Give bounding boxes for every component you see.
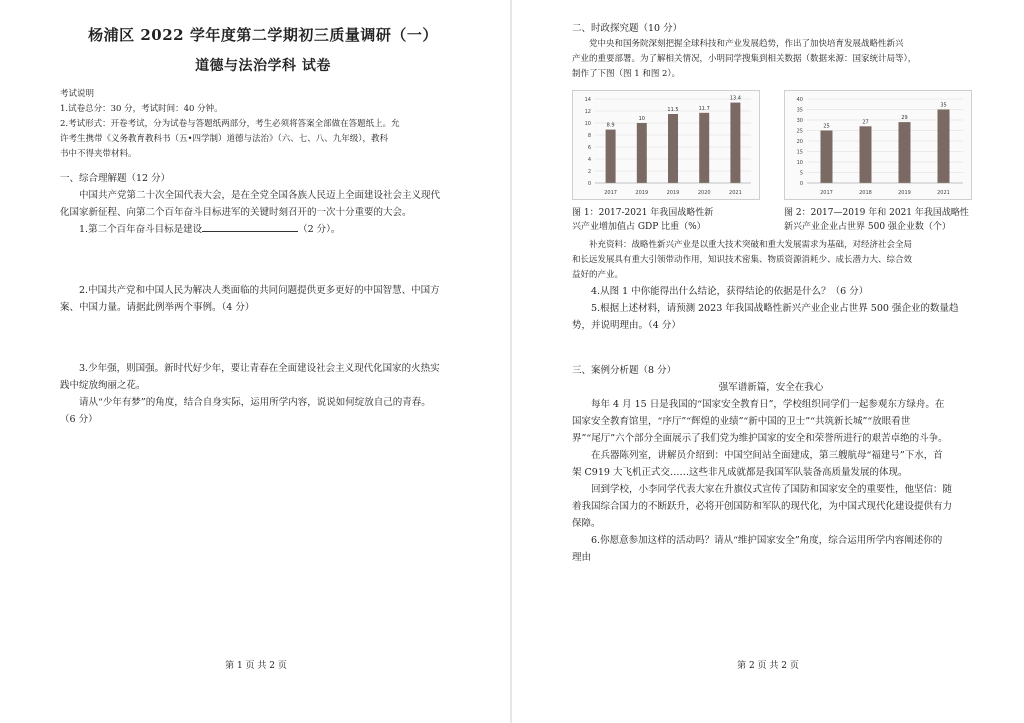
y-tick-label: 35 xyxy=(796,107,803,114)
question-3-line-4: （6 分） xyxy=(60,414,98,425)
x-tick-label: 2021 xyxy=(937,190,950,196)
question-1 xyxy=(60,221,466,238)
y-tick-label: 5 xyxy=(799,170,803,177)
question-1-score: （2 分）。 xyxy=(298,224,341,235)
section-1-intro-line-1: 中国共产党第二十次全国代表大会，是在全党全国各族人民迈上全面建设社会主义现代 xyxy=(79,190,441,201)
case-title: 强军谱新篇，安全在我心 xyxy=(718,382,824,393)
figure-1-caption-line-1: 图 1：2017-2021 年我国战略性新 xyxy=(572,208,714,218)
x-tick-label: 2020 xyxy=(697,190,711,196)
section-2-line-3: 制作了下图（图 1 和图 2）。 xyxy=(572,69,681,79)
bar xyxy=(938,110,950,184)
question-3-line-3: 请从“少年有梦”的角度，结合自身实际，运用所学内容，说说如何绽放自己的青春。 xyxy=(79,397,431,408)
supplement-line-2: 和长远发展具有重大引领带动作用，知识技术密集、物质资源消耗少、成长潜力大、综合效 xyxy=(572,255,913,265)
section-1-intro-line-2: 化国家新征程、向第二个百年奋斗目标进军的关键时刻召开的一次十分重要的大会。 xyxy=(60,207,412,218)
question-6-line-2: 理由 xyxy=(572,552,592,563)
question-6-line-1: 6.你愿意参加这样的活动吗？请从“维护国家安全”角度，综合运用所学内容阐述你的 xyxy=(591,535,943,546)
instruction-2-line-2: 许考生携带《义务教育教科书（五•四学制）道德与法治》（六、七、八、九年级），教科 xyxy=(60,134,389,144)
section-3-heading: 三、案例分析题（8 分） xyxy=(572,365,677,376)
section-2-line-1: 党中央和国务院深刻把握全球科技和产业发展趋势，作出了加快培育发展战略性新兴 xyxy=(589,39,904,49)
case-para-3-line-3: 保障。 xyxy=(572,518,601,529)
page-1-footer: 第 1 页 共 2 页 xyxy=(225,661,287,671)
bar xyxy=(668,114,678,183)
figure-2-caption-line-2: 新兴产业企业占世界 500 强企业数（个） xyxy=(784,222,951,232)
bar xyxy=(899,122,911,183)
question-2-line-1: 2.中国共产党和中国人民为解决人类面临的共同问题提供更多更好的中国智慧、中国方 xyxy=(79,285,440,296)
question-3-line-2: 践中绽放绚丽之花。 xyxy=(60,380,146,391)
question-4: 4.从图 1 中你能得出什么结论，获得结论的依据是什么？（6 分） xyxy=(591,286,869,297)
x-tick-label: 2017 xyxy=(604,190,617,196)
y-tick-label: 2 xyxy=(587,169,591,175)
x-tick-label: 2018 xyxy=(859,190,872,196)
data-label: 11.7 xyxy=(698,105,710,112)
exam-title: 杨浦区 2022 学年度第二学期初三质量调研（一） xyxy=(88,26,438,44)
x-tick-label: 2019 xyxy=(635,190,649,196)
y-tick-label: 8 xyxy=(587,133,591,139)
bar xyxy=(606,130,616,183)
bar xyxy=(821,131,833,184)
figure-2-chart xyxy=(784,90,972,200)
figure-2 xyxy=(784,90,970,234)
bar xyxy=(730,103,740,183)
bar xyxy=(860,126,872,183)
case-para-1-line-3: 界”“尾厅”六个部分全面展示了我们党为维护国家的安全和荣誉所进行的艰苦卓绝的斗争。 xyxy=(572,433,948,444)
figures-row xyxy=(572,90,970,234)
figure-2-caption xyxy=(784,206,970,234)
data-label: 8.9 xyxy=(606,122,615,129)
y-tick-label: 10 xyxy=(584,121,591,127)
y-tick-label: 14 xyxy=(584,97,591,103)
data-label: 13.4 xyxy=(729,95,741,102)
y-tick-label: 10 xyxy=(796,160,803,166)
y-tick-label: 12 xyxy=(584,109,591,115)
answer-blank xyxy=(202,221,298,232)
instruction-2-line-1: 2.考试形式：开卷考试，分为试卷与答题纸两部分，考生必须将答案全部做在答题纸上。允 xyxy=(60,119,400,129)
case-para-1-line-2: 国家安全教育馆里，“序厅”“辉煌的业绩”“新中国的卫士”“共筑新长城”“放眼看世 xyxy=(572,416,911,427)
y-tick-label: 20 xyxy=(796,139,803,145)
x-tick-label: 2021 xyxy=(729,190,742,196)
x-tick-label: 2017 xyxy=(820,190,833,196)
page-2-footer: 第 2 页 共 2 页 xyxy=(737,661,799,671)
figure-1-chart xyxy=(572,90,760,200)
case-para-2-line-2: 架 C919 大飞机正式交……这些非凡成就都是我国军队装备高质量发展的体现。 xyxy=(572,467,908,478)
y-tick-label: 0 xyxy=(799,181,803,187)
figure-1 xyxy=(572,90,758,234)
case-para-1-line-1: 每年 4 月 15 日是我国的“国家安全教育日”，学校组织同学们一起参观东方绿舟。在 xyxy=(591,399,945,410)
instructions-heading: 考试说明 xyxy=(60,89,95,99)
case-para-2-line-1: 在兵器陈列室，讲解员介绍到：中国空间站全面建成，第三艘航母“福建号”下水，首 xyxy=(591,450,943,461)
y-tick-label: 40 xyxy=(796,97,803,103)
section-2-line-2: 产业的重要部署。为了解相关情况，小明同学搜集到相关数据（数据来源：国家统计局等）， xyxy=(572,54,917,64)
bar xyxy=(699,113,709,183)
y-tick-label: 6 xyxy=(587,145,591,151)
exam-subtitle: 道德与法治学科 试卷 xyxy=(195,58,331,74)
data-label: 10 xyxy=(638,116,645,122)
data-label: 11.5 xyxy=(667,107,679,113)
case-para-3-line-2: 着我国综合国力的不断跃升，必将开创国防和军队的现代化，为中国式现代化建设提供有力 xyxy=(572,501,953,512)
question-3-line-1: 3.少年强，则国强。新时代好少年，要让青春在全面建设社会主义现代化国家的火热实 xyxy=(79,363,440,374)
x-tick-label: 2019 xyxy=(898,190,911,196)
data-label: 29 xyxy=(901,115,908,122)
data-label: 25 xyxy=(823,123,830,130)
section-1-heading: 一、综合理解题（12 分） xyxy=(60,173,171,184)
supplement-line-1: 补充资料：战略性新兴产业是以重大技术突破和重大发展需求为基础，对经济社会全局 xyxy=(589,240,913,250)
supplement-line-3: 益好的产业。 xyxy=(572,270,624,280)
question-5-line-2: 势，并说明理由。（4 分） xyxy=(572,320,681,331)
bar xyxy=(637,123,647,183)
data-label: 27 xyxy=(862,119,869,126)
x-tick-label: 2019 xyxy=(666,190,680,196)
figure-1-caption xyxy=(572,206,758,234)
y-tick-label: 25 xyxy=(796,128,803,135)
question-5-line-1: 5.根据上述材料，请预测 2023 年我国战略性新兴产业企业占世界 500 强企业的数量趋 xyxy=(591,303,959,314)
y-tick-label: 30 xyxy=(796,118,803,124)
data-label: 35 xyxy=(940,102,947,109)
case-para-3-line-1: 回到学校，小李同学代表大家在升旗仪式宣传了国防和国家安全的重要性，他坚信：随 xyxy=(591,484,953,495)
y-tick-label: 4 xyxy=(587,157,591,163)
instruction-1: 1.试卷总分：30 分，考试时间：40 分钟。 xyxy=(60,104,223,114)
section-2-heading: 二、时政探究题（10 分） xyxy=(572,23,683,34)
page-2 xyxy=(512,0,1024,723)
y-tick-label: 0 xyxy=(587,181,591,187)
y-tick-label: 15 xyxy=(796,149,803,156)
question-1-text: 1.第二个百年奋斗目标是建设 xyxy=(79,224,203,235)
question-2-line-2: 案、中国力量。请据此例举两个事例。（4 分） xyxy=(60,302,255,313)
figure-1-caption-line-2: 兴产业增加值占 GDP 比重（%） xyxy=(572,222,706,232)
instruction-2-line-3: 书中不得夹带材料。 xyxy=(60,149,137,159)
figure-2-caption-line-1: 图 2：2017—2019 年和 2021 年我国战略性 xyxy=(784,208,969,218)
